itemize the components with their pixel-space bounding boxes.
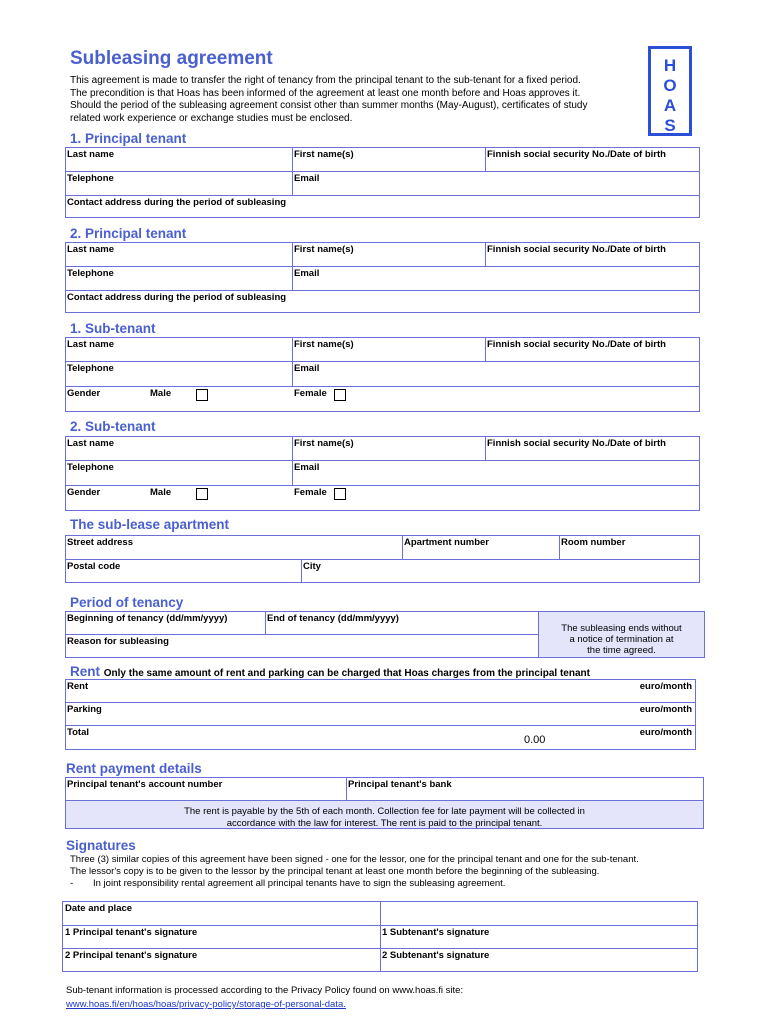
form-row	[66, 437, 699, 461]
last-name-field[interactable]: Last name	[67, 339, 114, 350]
period-form	[65, 611, 539, 658]
note-line: the time agreed.	[587, 645, 656, 656]
form-row	[66, 703, 695, 726]
sig-bullet-line	[70, 878, 710, 890]
first-name-field[interactable]: First name(s)	[294, 244, 354, 255]
email-field[interactable]: Email	[294, 462, 320, 473]
sig-bullet: In joint responsibility rental agreement all principal tenants have to sign the subleasing agreement.	[93, 878, 506, 889]
apartment-form	[65, 535, 700, 583]
hoas-logo	[648, 46, 692, 136]
female-checkbox[interactable]	[334, 389, 346, 401]
intro-line: Should the period of the subleasing agreement consist other than summer months (May-August), certificates of study	[70, 100, 588, 112]
postal-code-field[interactable]: Postal code	[67, 561, 121, 572]
principal-tenant-1-form	[65, 147, 700, 218]
privacy-policy-link[interactable]: www.hoas.fi/en/hoas/hoas/privacy-policy/storage-of-personal-data.	[66, 999, 346, 1010]
form-row	[66, 243, 699, 267]
cell-divider	[346, 778, 347, 800]
date-place-field[interactable]: Date and place	[65, 903, 133, 914]
gender-label: Gender	[67, 388, 101, 399]
form-row	[66, 680, 695, 703]
subtenant-2-form	[65, 436, 700, 511]
form-row	[66, 267, 699, 291]
form-row	[63, 926, 697, 949]
cell-divider	[292, 338, 293, 361]
cell-divider	[380, 902, 381, 925]
principal-1-signature-field[interactable]: 1 Principal tenant's signature	[65, 927, 198, 938]
ssn-field[interactable]: Finnish social security No./Date of birth	[487, 149, 666, 160]
termination-note	[538, 611, 705, 658]
cell-divider	[559, 536, 560, 559]
telephone-field[interactable]: Telephone	[67, 268, 114, 279]
form-row	[66, 148, 699, 172]
cell-divider	[292, 172, 293, 195]
rent-unit: euro/month	[639, 681, 692, 692]
telephone-field[interactable]: Telephone	[67, 462, 114, 473]
male-label: Male	[150, 487, 172, 498]
first-name-field[interactable]: First name(s)	[294, 149, 354, 160]
form-row	[63, 902, 697, 926]
principal-2-signature-field[interactable]: 2 Principal tenant's signature	[65, 950, 198, 961]
cell-divider	[485, 437, 486, 460]
telephone-field[interactable]: Telephone	[67, 173, 114, 184]
section-subtenant-2: 2. Sub-tenant	[70, 419, 156, 434]
payment-note	[65, 800, 704, 829]
principal-tenant-2-form	[65, 242, 700, 313]
gender-label: Gender	[67, 487, 101, 498]
room-number-field[interactable]: Room number	[561, 537, 626, 548]
cell-divider	[301, 560, 302, 582]
sig-line: The lessor's copy is to be given to the lessor by the principal tenant at least one month before the beginning of the subleasing.	[70, 866, 600, 877]
section-period: Period of tenancy	[70, 595, 184, 610]
sig-line: Three (3) similar copies of this agreement have been signed - one for the lessor, one for the principal tenant and one for the sub-tenant.	[70, 854, 639, 865]
form-row	[66, 362, 699, 387]
city-field[interactable]: City	[303, 561, 321, 572]
email-field[interactable]: Email	[294, 363, 320, 374]
apartment-number-field[interactable]: Apartment number	[404, 537, 489, 548]
footer-text: Sub-tenant information is processed according to the Privacy Policy found on www.hoas.fi site:	[66, 985, 464, 996]
note-line: The subleasing ends without	[561, 623, 682, 634]
cell-divider	[380, 949, 381, 971]
last-name-field[interactable]: Last name	[67, 438, 114, 449]
cell-divider	[292, 148, 293, 171]
email-field[interactable]: Email	[294, 173, 320, 184]
note-line: a notice of termination at	[569, 634, 674, 645]
email-field[interactable]: Email	[294, 268, 320, 279]
last-name-field[interactable]: Last name	[67, 149, 114, 160]
payment-form	[65, 777, 704, 801]
cell-divider	[292, 362, 293, 386]
cell-divider	[292, 461, 293, 485]
note-line: accordance with the law for interest. The rent is paid to the principal tenant.	[226, 817, 543, 829]
section-payment: Rent payment details	[66, 761, 202, 776]
contact-address-field[interactable]: Contact address during the period of subleasing	[67, 197, 287, 208]
intro-line: This agreement is made to transfer the right of tenancy from the principal tenant to the sub-tenant for a fixed period.	[70, 75, 581, 86]
last-name-field[interactable]: Last name	[67, 244, 114, 255]
first-name-field[interactable]: First name(s)	[294, 339, 354, 350]
total-unit: euro/month	[639, 727, 692, 738]
section-signatures: Signatures	[66, 838, 136, 853]
cell-divider	[265, 612, 266, 634]
male-label: Male	[150, 388, 172, 399]
parking-unit: euro/month	[639, 704, 692, 715]
female-label: Female	[294, 487, 327, 498]
male-checkbox[interactable]	[196, 488, 208, 500]
intro-line: related work experience or exchange studies must be enclosed.	[70, 112, 353, 124]
first-name-field[interactable]: First name(s)	[294, 438, 354, 449]
cell-divider	[485, 243, 486, 266]
cell-divider	[292, 243, 293, 266]
rent-form	[65, 679, 696, 750]
section-principal-2: 2. Principal tenant	[70, 226, 187, 241]
note-line: The rent is payable by the 5th of each month. Collection fee for late payment will be collected in	[184, 806, 585, 817]
intro-line: The precondition is that Hoas has been informed of the agreement at least one month before and Hoas approves it.	[70, 87, 581, 99]
subtenant-1-form	[65, 337, 700, 412]
form-row	[66, 338, 699, 362]
logo-letter: S	[664, 116, 676, 135]
male-checkbox[interactable]	[196, 389, 208, 401]
female-checkbox[interactable]	[334, 488, 346, 500]
form-row	[66, 536, 699, 560]
section-subtenant-1: 1. Sub-tenant	[70, 321, 156, 336]
parking-field[interactable]: Parking	[67, 704, 102, 715]
total-value: 0.00	[524, 734, 546, 746]
cell-divider	[485, 148, 486, 171]
logo-letter: H	[663, 56, 677, 75]
ssn-field[interactable]: Finnish social security No./Date of birth	[487, 438, 666, 449]
form-row	[66, 172, 699, 196]
female-label: Female	[294, 388, 327, 399]
bullet-dash: -	[70, 878, 74, 889]
intro-text	[70, 75, 630, 125]
section-rent	[70, 664, 590, 679]
logo-letter: A	[663, 96, 677, 115]
signatures-form	[62, 901, 698, 972]
telephone-field[interactable]: Telephone	[67, 363, 114, 374]
bank-field[interactable]: Principal tenant's bank	[348, 779, 452, 790]
cell-divider	[292, 267, 293, 290]
signatures-text	[70, 854, 710, 890]
subtenant-2-signature-field[interactable]: 2 Subtenant's signature	[382, 950, 490, 961]
page-title: Subleasing agreement	[70, 48, 273, 69]
contact-address-field[interactable]: Contact address during the period of subleasing	[67, 292, 287, 303]
section-principal-1: 1. Principal tenant	[70, 131, 187, 146]
begin-date-field[interactable]: Beginning of tenancy (dd/mm/yyyy)	[67, 613, 228, 624]
cell-divider	[485, 338, 486, 361]
ssn-field[interactable]: Finnish social security No./Date of birth	[487, 339, 666, 350]
form-row	[66, 612, 538, 635]
rent-note: Only the same amount of rent and parking can be charged that Hoas charges from the principal tenant	[103, 668, 590, 679]
form-row	[66, 461, 699, 486]
end-date-field[interactable]: End of tenancy (dd/mm/yyyy)	[267, 613, 399, 624]
rent-heading: Rent	[70, 664, 100, 679]
ssn-field[interactable]: Finnish social security No./Date of birth	[487, 244, 666, 255]
cell-divider	[402, 536, 403, 559]
reason-field[interactable]: Reason for subleasing	[67, 636, 169, 647]
logo-letter: O	[663, 76, 677, 95]
rent-field[interactable]: Rent	[67, 681, 89, 692]
street-address-field[interactable]: Street address	[67, 537, 134, 548]
cell-divider	[380, 926, 381, 948]
subtenant-1-signature-field[interactable]: 1 Subtenant's signature	[382, 927, 490, 938]
account-number-field[interactable]: Principal tenant's account number	[67, 779, 223, 790]
section-apartment: The sub-lease apartment	[70, 517, 230, 532]
cell-divider	[292, 437, 293, 460]
total-label: Total	[67, 727, 89, 738]
